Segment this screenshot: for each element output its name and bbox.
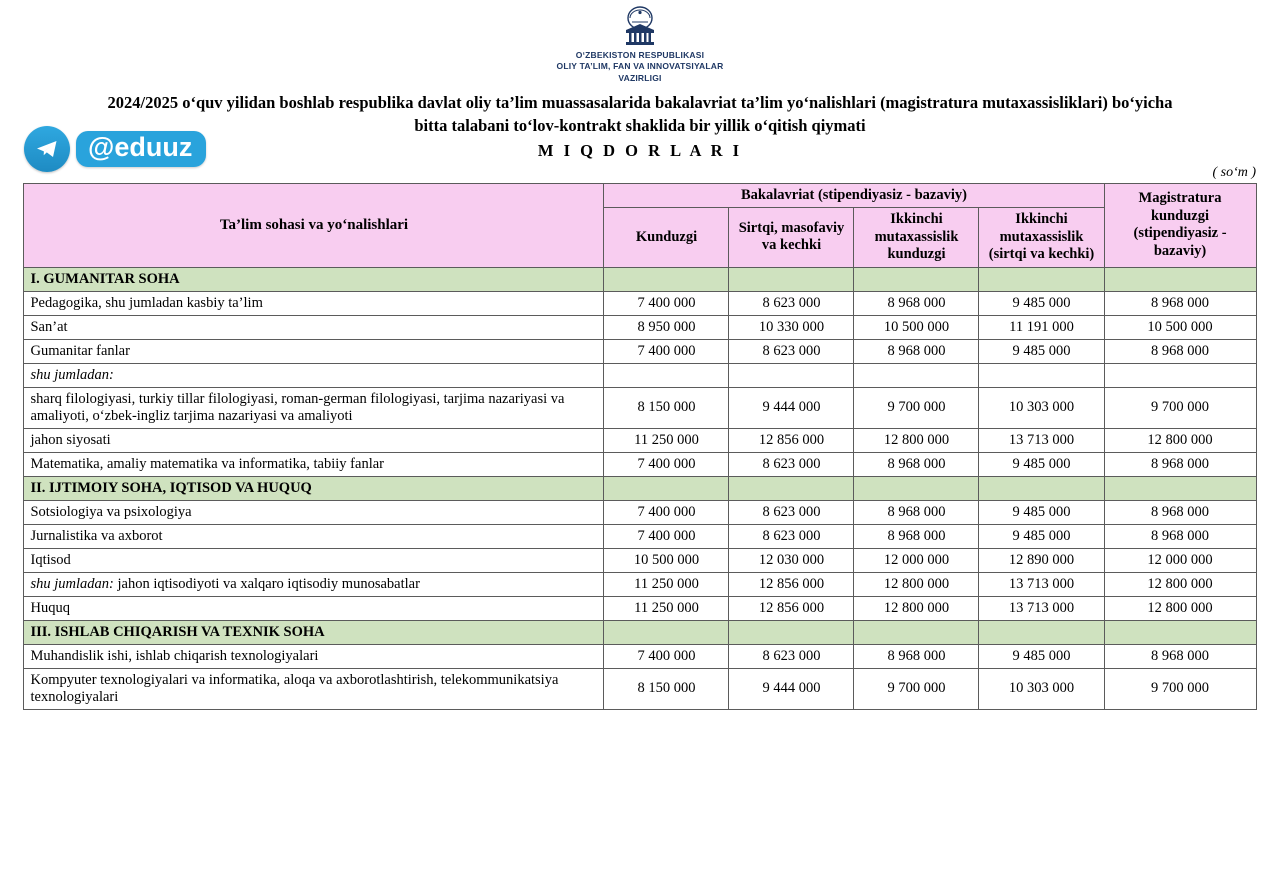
table-row <box>24 500 1256 524</box>
row-label: II. IJTIMOIY SOHA, IQTISOD VA HUQUQ <box>24 476 604 500</box>
row-label: Huquq <box>24 596 604 620</box>
row-value-4 <box>979 476 1104 500</box>
row-value-4 <box>979 363 1104 387</box>
row-value-2 <box>729 267 854 291</box>
row-value-4: 10 303 000 <box>979 387 1104 428</box>
row-label: Iqtisod <box>24 548 604 572</box>
table-row <box>24 644 1256 668</box>
table-row <box>24 267 1256 291</box>
row-value-5: 8 968 000 <box>1104 291 1256 315</box>
row-value-3: 8 968 000 <box>854 291 979 315</box>
row-value-5: 12 800 000 <box>1104 428 1256 452</box>
row-label: III. ISHLAB CHIQARISH VA TEXNIK SOHA <box>24 620 604 644</box>
row-value-5 <box>1104 363 1256 387</box>
row-label <box>24 572 604 596</box>
row-value-5: 9 700 000 <box>1104 668 1256 709</box>
column-header-kunduzgi: Kunduzgi <box>604 208 729 267</box>
page-subtitle: M I Q D O R L A R I <box>537 140 743 160</box>
row-value-5: 8 968 000 <box>1104 500 1256 524</box>
row-value-5 <box>1104 620 1256 644</box>
row-value-2: 9 444 000 <box>729 668 854 709</box>
tuition-fee-table <box>23 183 1256 710</box>
column-header-field: Ta’lim sohasi va yo‘nalishlari <box>24 183 604 267</box>
row-label-text: jahon iqtisodiyoti va xalqaro iqtisodiy munosabatlar <box>113 575 420 592</box>
row-value-5: 8 968 000 <box>1104 452 1256 476</box>
column-header-ikkinchi-sirtqi: Ikkinchi mutaxassislik (sirtqi va kechki) <box>979 208 1104 267</box>
row-value-2: 9 444 000 <box>729 387 854 428</box>
row-value-1 <box>604 476 729 500</box>
row-label: jahon siyosati <box>24 428 604 452</box>
telegram-icon <box>24 126 70 172</box>
table-row <box>24 363 1256 387</box>
currency-note: ( so‘m ) <box>1212 164 1256 180</box>
column-header-magistratura: Magistratura kunduzgi (stipendiyasiz - bazaviy) <box>1104 183 1256 267</box>
row-value-3: 12 800 000 <box>854 572 979 596</box>
row-value-2: 8 623 000 <box>729 524 854 548</box>
telegram-channel-label: @eduuz <box>76 131 206 166</box>
row-value-1: 7 400 000 <box>604 644 729 668</box>
row-value-4: 13 713 000 <box>979 428 1104 452</box>
row-value-2 <box>729 363 854 387</box>
row-value-4: 11 191 000 <box>979 315 1104 339</box>
row-value-1: 10 500 000 <box>604 548 729 572</box>
row-value-1 <box>604 363 729 387</box>
ministry-name <box>0 50 1280 84</box>
row-value-4: 13 713 000 <box>979 596 1104 620</box>
row-value-3: 9 700 000 <box>854 668 979 709</box>
row-value-5: 12 800 000 <box>1104 572 1256 596</box>
row-value-1: 7 400 000 <box>604 500 729 524</box>
row-value-3: 8 968 000 <box>854 339 979 363</box>
column-header-sirtqi: Sirtqi, masofaviy va kechki <box>729 208 854 267</box>
row-value-2: 12 856 000 <box>729 596 854 620</box>
row-value-5: 8 968 000 <box>1104 339 1256 363</box>
row-value-3: 10 500 000 <box>854 315 979 339</box>
row-value-5 <box>1104 476 1256 500</box>
row-value-3 <box>854 620 979 644</box>
row-value-4: 9 485 000 <box>979 524 1104 548</box>
row-value-1: 7 400 000 <box>604 524 729 548</box>
row-value-1: 7 400 000 <box>604 339 729 363</box>
row-value-3: 8 968 000 <box>854 452 979 476</box>
table-row <box>24 668 1256 709</box>
row-value-4: 9 485 000 <box>979 500 1104 524</box>
row-value-2: 8 623 000 <box>729 500 854 524</box>
column-header-ikkinchi-kunduzgi: Ikkinchi mutaxassislik kunduzgi <box>854 208 979 267</box>
row-value-1: 7 400 000 <box>604 452 729 476</box>
table-body <box>24 267 1256 709</box>
table-row <box>24 291 1256 315</box>
row-value-3 <box>854 267 979 291</box>
table-row <box>24 387 1256 428</box>
ministry-line-3: VAZIRLIGI <box>618 72 662 83</box>
row-value-2: 12 856 000 <box>729 572 854 596</box>
row-value-5: 8 968 000 <box>1104 644 1256 668</box>
table-row <box>24 572 1256 596</box>
row-value-3: 12 800 000 <box>854 428 979 452</box>
row-value-5: 10 500 000 <box>1104 315 1256 339</box>
row-value-4: 9 485 000 <box>979 291 1104 315</box>
table-header <box>24 183 1256 267</box>
row-value-2: 12 856 000 <box>729 428 854 452</box>
row-value-5 <box>1104 267 1256 291</box>
table-row <box>24 548 1256 572</box>
row-value-4: 9 485 000 <box>979 339 1104 363</box>
row-value-2 <box>729 476 854 500</box>
row-value-5: 12 800 000 <box>1104 596 1256 620</box>
row-value-2 <box>729 620 854 644</box>
row-value-2: 12 030 000 <box>729 548 854 572</box>
row-value-1: 11 250 000 <box>604 572 729 596</box>
row-label: Muhandislik ishi, ishlab chiqarish texnologiyalari <box>24 644 604 668</box>
table-row <box>24 524 1256 548</box>
row-label-prefix: shu jumladan: <box>30 575 114 592</box>
row-value-1: 7 400 000 <box>604 291 729 315</box>
row-label: Sotsiologiya va psixologiya <box>24 500 604 524</box>
table-row <box>24 476 1256 500</box>
emblem-icon <box>612 6 668 48</box>
row-value-3 <box>854 476 979 500</box>
row-label: Jurnalistika va axborot <box>24 524 604 548</box>
ministry-line-1: O‘ZBEKISTON RESPUBLIKASI <box>575 50 705 60</box>
row-value-4: 10 303 000 <box>979 668 1104 709</box>
row-value-5: 12 000 000 <box>1104 548 1256 572</box>
table-row <box>24 620 1256 644</box>
row-value-4 <box>979 267 1104 291</box>
row-value-4: 13 713 000 <box>979 572 1104 596</box>
row-value-2: 10 330 000 <box>729 315 854 339</box>
ministry-line-2: OLIY TA’LIM, FAN VA INNOVATSIYALAR <box>556 61 724 72</box>
row-label: sharq filologiyasi, turkiy tillar filologiyasi, roman-german filologiyasi, tarjima nazariyasi va amaliyoti, o‘zbek-ingliz tarjima nazariyasi va amaliyoti <box>24 387 604 428</box>
row-value-2: 8 623 000 <box>729 644 854 668</box>
row-value-3: 8 968 000 <box>854 644 979 668</box>
row-value-2: 8 623 000 <box>729 291 854 315</box>
row-value-4: 12 890 000 <box>979 548 1104 572</box>
row-label: Kompyuter texnologiyalari va informatika, aloqa va axborotlashtirish, telekommunikatsiya texnologiyalari <box>24 668 604 709</box>
row-label: Pedagogika, shu jumladan kasbiy ta’lim <box>24 291 604 315</box>
row-value-1 <box>604 620 729 644</box>
row-value-5: 8 968 000 <box>1104 524 1256 548</box>
row-label: I. GUMANITAR SOHA <box>24 267 604 291</box>
row-label: San’at <box>24 315 604 339</box>
row-value-1: 8 950 000 <box>604 315 729 339</box>
row-value-3: 12 000 000 <box>854 548 979 572</box>
row-label: Matematika, amaliy matematika va informatika, tabiiy fanlar <box>24 452 604 476</box>
row-value-4 <box>979 620 1104 644</box>
table-row <box>24 596 1256 620</box>
row-value-5: 9 700 000 <box>1104 387 1256 428</box>
table-row <box>24 428 1256 452</box>
row-value-4: 9 485 000 <box>979 452 1104 476</box>
row-value-2: 8 623 000 <box>729 339 854 363</box>
row-value-3: 8 968 000 <box>854 500 979 524</box>
row-value-1: 8 150 000 <box>604 668 729 709</box>
table-row <box>24 452 1256 476</box>
row-value-3: 8 968 000 <box>854 524 979 548</box>
row-value-1: 11 250 000 <box>604 596 729 620</box>
row-value-1: 8 150 000 <box>604 387 729 428</box>
row-value-4: 9 485 000 <box>979 644 1104 668</box>
row-value-3 <box>854 363 979 387</box>
row-label: shu jumladan: <box>24 363 604 387</box>
table-row <box>24 339 1256 363</box>
row-value-1: 11 250 000 <box>604 428 729 452</box>
row-value-1 <box>604 267 729 291</box>
row-label: Gumanitar fanlar <box>24 339 604 363</box>
row-value-3: 12 800 000 <box>854 596 979 620</box>
telegram-watermark <box>24 126 206 172</box>
table-row <box>24 315 1256 339</box>
page-title: 2024/2025 o‘quv yilidan boshlab respublika davlat oliy ta’lim muassasalarida bakalavriat ta’lim yo‘nalishlari (magistratura mutaxassisliklari) bo‘yicha bitta talabani to‘lov-kontrakt shaklida bir yillik o‘qitish qiymati <box>107 93 1173 135</box>
row-value-3: 9 700 000 <box>854 387 979 428</box>
column-group-header-bakalavriat: Bakalavriat (stipendiyasiz - bazaviy) <box>604 183 1104 207</box>
row-value-2: 8 623 000 <box>729 452 854 476</box>
